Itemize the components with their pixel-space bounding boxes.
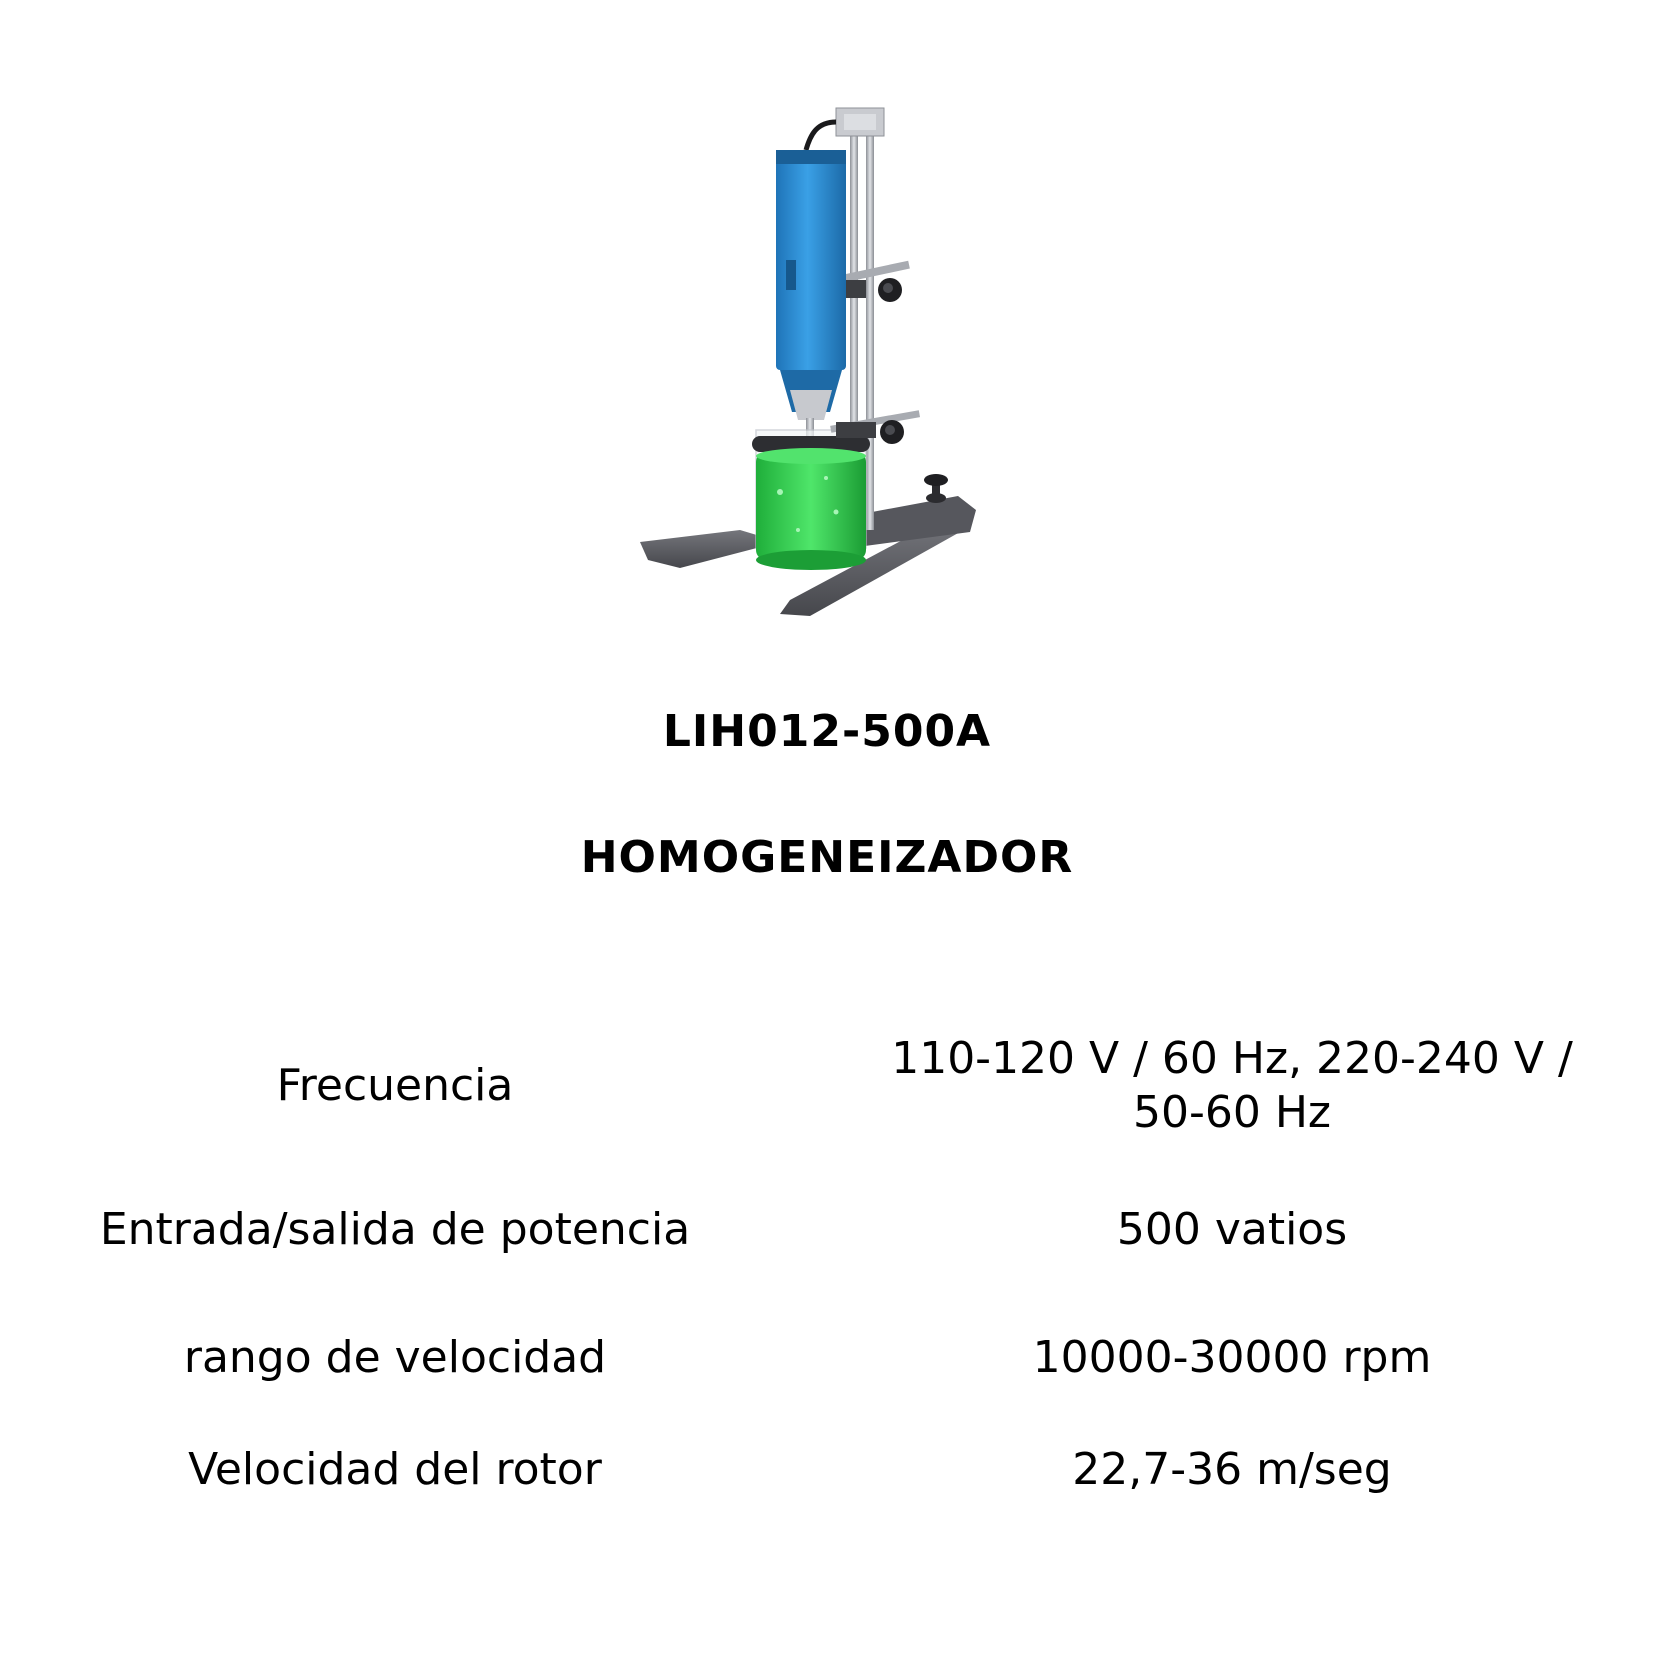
product-name: HOMOGENEIZADOR (580, 832, 1074, 883)
spec-value: 110-120 V / 60 Hz, 220-240 V / 50-60 Hz (891, 1033, 1573, 1138)
spec-label: Entrada/salida de potencia (99, 1204, 691, 1255)
spec-table (0, 1030, 1654, 1510)
spec-value: 22,7-36 m/seg (1072, 1444, 1392, 1495)
spec-label: rango de velocidad (183, 1332, 607, 1383)
spec-row-potencia (0, 1174, 1654, 1286)
spec-row-rango-velocidad (0, 1318, 1654, 1398)
spec-value: 10000-30000 rpm (1032, 1332, 1432, 1383)
model-code: LIH012-500A (662, 706, 992, 757)
spec-label: Velocidad del rotor (188, 1444, 602, 1495)
beaker (752, 430, 870, 570)
spec-row-velocidad-rotor (0, 1430, 1654, 1510)
spec-value: 500 vatios (1116, 1204, 1348, 1255)
homogenizer-illustration (640, 100, 1020, 640)
product-image (640, 100, 1020, 640)
spec-row-frecuencia (0, 1030, 1654, 1142)
power-cable (806, 122, 836, 150)
spec-label: Frecuencia (276, 1060, 514, 1111)
motor-unit (776, 150, 846, 420)
